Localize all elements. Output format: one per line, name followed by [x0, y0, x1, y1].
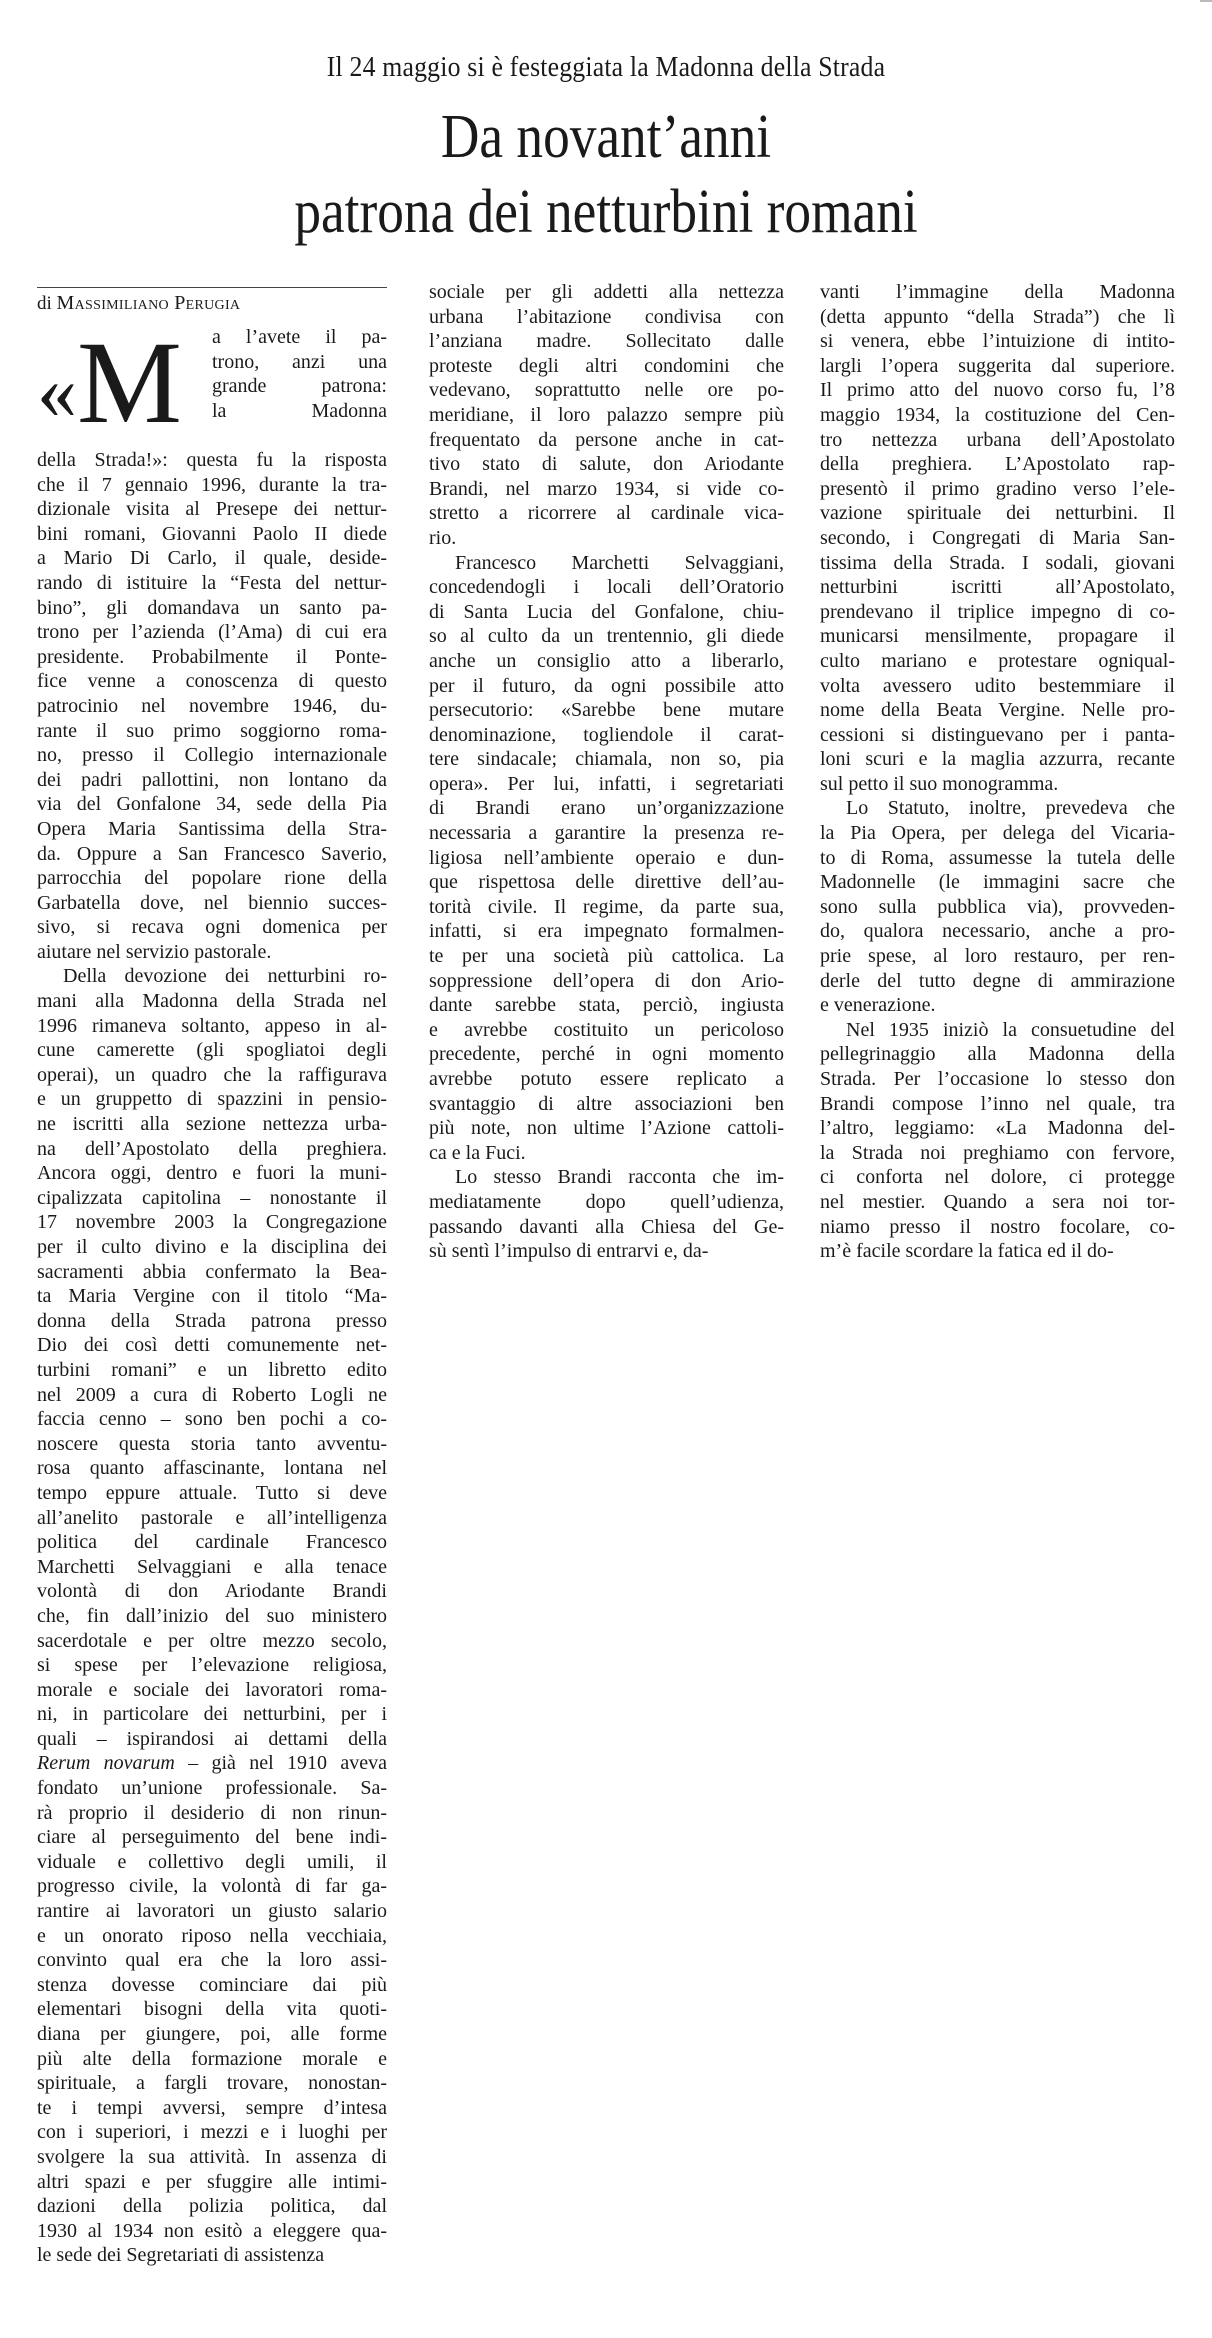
text-line: cune camerette (gli spogliatoi degli — [37, 1039, 387, 1062]
text-line: da. Oppure a San Francesco Saverio, — [37, 842, 387, 865]
text-line: ca e la Fuci. — [429, 1141, 526, 1164]
byline — [37, 292, 240, 315]
text-line: aiutare nel servizio pastorale. — [37, 940, 272, 963]
text-line: vanti l’immagine della Madonna — [820, 281, 1175, 303]
text-line: cipalizzata capitolina – nonostante il — [37, 1186, 387, 1209]
text-line: e un onorato riposo nella vecchiaia, — [37, 1924, 387, 1947]
text-line: dazioni della polizia politica, dal — [37, 2195, 387, 2218]
text-line: infatti, si era impegnato formalmen- — [429, 920, 784, 943]
text-line: fondato un’unione professionale. Sa- — [37, 1777, 387, 1800]
text-line: opera». Per lui, infatti, i segretariati — [429, 772, 784, 795]
text-line: tro nettezza urbana dell’Apostolato — [820, 428, 1175, 451]
text-line: della preghiera. L’Apostolato rap- — [820, 453, 1175, 476]
text-line: largli l’opera suggerita dal superiore. — [820, 354, 1175, 377]
text-line: turbini romani” e un libretto edito — [37, 1358, 387, 1381]
text-line: ne iscritti alla sezione nettezza urba- — [37, 1113, 387, 1136]
text-line: la Madonna — [212, 399, 387, 422]
text-line: di Santa Lucia del Gonfalone, chiu- — [429, 600, 784, 623]
text-line: che il 7 gennaio 1996, durante la tra- — [37, 473, 387, 496]
text-line: vazione spirituale dei netturbini. Il — [820, 502, 1175, 525]
text-line: Marchetti Selvaggiani e alla tenace — [37, 1555, 387, 1578]
text-line: netturbini iscritti all’Apostolato, — [820, 576, 1175, 599]
text-line: tempo eppure attuale. Tutto si deve — [37, 1481, 387, 1504]
text-line: rà proprio il desiderio di non rinun- — [37, 1801, 387, 1824]
text-line: rosa quanto affascinante, lontana nel — [37, 1457, 387, 1480]
text-line: dei padri pallottini, non lontano da — [37, 768, 387, 791]
text-line: avrebbe potuto essere replicato a — [429, 1068, 784, 1090]
article-column-3 — [820, 280, 1175, 1264]
text-line: Dio dei così detti comunemente net- — [37, 1334, 387, 1357]
text-line: meridiane, il loro palazzo sempre più — [429, 403, 784, 426]
text-line: noscere questa storia tanto avventu- — [37, 1432, 387, 1455]
text-line: fice venne a conoscenza di questo — [37, 670, 387, 693]
text-line: sù sentì l’impulso di entrarvi e, da- — [429, 1240, 709, 1263]
column-2-body — [429, 280, 784, 1264]
text-line: rante il suo primo soggiorno roma- — [37, 719, 387, 742]
text-line: loni scuri e la maglia azzurra, recante — [820, 748, 1175, 771]
text-line: parrocchia del popolare rione della — [37, 867, 387, 890]
text-line: vedevano, soprattutto nelle ore po- — [429, 379, 784, 402]
text-line: rantire ai lavoratori un giusto salario — [37, 1900, 387, 1923]
text-line: convinto qual era che la loro assi- — [37, 1949, 387, 1972]
text-line: per il culto divino e la disciplina dei — [37, 1236, 387, 1258]
text-line: Della devozione dei netturbini ro- — [63, 965, 387, 988]
text-line: più alte della formazione morale e — [37, 2047, 387, 2070]
text-line: maggio 1934, la costituzione del Cen- — [820, 403, 1175, 426]
text-line: Garbatella dove, nel biennio succes- — [37, 891, 387, 914]
text-line: donna della Strada patrona presso — [37, 1309, 387, 1332]
text-line: si venera, ebbe l’intuizione di intito- — [820, 330, 1175, 353]
article-headline-line-1: Da novant’anni — [440, 103, 772, 171]
text-line: necessaria a garantire la presenza re- — [429, 822, 784, 845]
article-headline-line-2: patrona dei netturbini romani — [294, 178, 918, 246]
text-line: culto mariano e protestare ogniqual- — [820, 649, 1175, 672]
text-line: bino”, gli domandava un santo pa- — [37, 596, 387, 619]
drop-cap-lines — [212, 325, 387, 423]
text-line: Francesco Marchetti Selvaggiani, — [455, 551, 784, 574]
text-line: che, fin dall’inizio del suo ministero — [37, 1604, 387, 1627]
text-line: secondo, i Congregati di Maria San- — [820, 526, 1175, 549]
drop-cap — [37, 317, 182, 448]
text-line: grande patrona: — [212, 375, 387, 398]
text-line: presentò il primo gradino verso l’ele- — [820, 477, 1175, 500]
text-line: passando davanti alla Chiesa del Ge- — [429, 1215, 784, 1238]
text-line: trono, anzi una — [212, 350, 387, 373]
byline-prefix: di — [37, 293, 52, 314]
text-line: prie spese, al loro restauro, per ren- — [820, 945, 1175, 968]
italic-title: Rerum novarum — [37, 1752, 175, 1775]
text-line: anche un consiglio atto a liberarlo, — [429, 649, 784, 672]
text-line: 17 novembre 2003 la Congregazione — [37, 1211, 387, 1234]
text-line: (detta appunto “della Strada”) che lì — [820, 305, 1175, 328]
byline-divider — [37, 287, 387, 288]
text-line: m’è facile scordare la fatica ed il do- — [820, 1240, 1114, 1263]
column-3-body — [820, 280, 1175, 1264]
drop-cap-letter: M — [77, 317, 182, 448]
text-line: proteste degli altri condomini che — [429, 354, 784, 377]
text-line: Madonnelle (le immagini sacre che — [820, 871, 1175, 894]
article-column-2 — [429, 280, 784, 1264]
text-line: Nel 1935 iniziò la consuetudine del — [846, 1018, 1175, 1041]
text-line: pellegrinaggio alla Madonna della — [820, 1043, 1175, 1066]
text-line: sul petto il suo monogramma. — [820, 772, 1059, 795]
text-line: spirituale, a fargli trovare, nonostan- — [37, 2072, 387, 2095]
text-line: e venerazione. — [820, 994, 936, 1017]
text-line: sivo, si recava ogni domenica per — [37, 916, 387, 939]
text-line: operai), un quadro che la raffigurava — [37, 1063, 387, 1086]
text-line: volontà di don Ariodante Brandi — [37, 1580, 387, 1603]
text-line: Ancora oggi, dentro e fuori la muni- — [37, 1162, 387, 1185]
text-line: Strada. Per l’occasione lo stesso don — [820, 1068, 1175, 1090]
article-kicker: Il 24 maggio si è festeggiata la Madonna della Strada — [326, 52, 886, 83]
text-line: l’altro, leggiamo: «La Madonna del- — [820, 1117, 1175, 1140]
text-line: bini romani, Giovanni Paolo II diede — [37, 522, 387, 545]
text-line: frequentato da persone anche in cat- — [429, 428, 784, 451]
text-line: mediatamente dopo quell’udienza, — [429, 1190, 784, 1213]
page-corner-mark — [1200, 0, 1212, 2]
text-line: patrocinio nel novembre 1946, du- — [37, 694, 387, 717]
text-line: le sede dei Segretariati di assistenza — [37, 2244, 325, 2267]
text-line: ci conforta nel dolore, ci protegge — [820, 1166, 1175, 1189]
drop-cap-block — [37, 317, 387, 448]
text-line: volta avessero udito bestemmiare il — [820, 674, 1175, 697]
text-line: sacerdotale e per oltre mezzo secolo, — [37, 1629, 387, 1652]
text-line: sacramenti abbia confermato la Bea- — [37, 1260, 387, 1283]
text-line: tissima della Strada. I sodali, giovani — [820, 551, 1175, 574]
text-line: Lo Statuto, inoltre, prevedeva che — [846, 797, 1175, 820]
text-line: to di Roma, assumesse la tutela delle — [820, 846, 1175, 869]
text-line: nel 2009 a cura di Roberto Logli ne — [37, 1383, 387, 1406]
text-line: ciare al perseguimento del bene indi- — [37, 1826, 387, 1849]
text-line: rio. — [429, 526, 457, 549]
text-line: rando di istituire la “Festa del nettur- — [37, 571, 387, 594]
text-line: trono per l’azienda (l’Ama) di cui era — [37, 621, 387, 644]
text-line: prendevano il triplice impegno di co- — [820, 600, 1175, 623]
text-line: di Brandi erano un’organizzazione — [429, 797, 784, 820]
text-line: Rerum novarum – già nel 1910 aveva — [37, 1752, 387, 1775]
text-line: Brandi compose l’inno nel quale, tra — [820, 1092, 1175, 1115]
text-line: dizionale visita al Presepe dei nettur- — [37, 498, 387, 521]
text-line: 1996 rimaneva soltanto, appeso in al- — [37, 1014, 387, 1037]
text-line: tivo stato di salute, don Ariodante — [429, 453, 784, 476]
text-line: elementari bisogni della vita quoti- — [37, 1998, 387, 2021]
text-line: stenza dovesse cominciare dai più — [37, 1973, 387, 1996]
text-line: e avrebbe costituito un pericoloso — [429, 1018, 784, 1041]
text-line: nel mestier. Quando a sera noi tor- — [820, 1190, 1175, 1213]
text-line: precedente, perché in ogni momento — [429, 1043, 784, 1066]
text-line: na dell’Apostolato della preghiera. — [37, 1137, 387, 1160]
text-line: cessioni si distinguevano per i panta- — [820, 723, 1175, 746]
text-line: denominazione, togliendole il carat- — [429, 723, 784, 746]
text-line: ligiosa nell’ambiente operaio e dun- — [429, 846, 784, 869]
text-line: all’anelito pastorale e all’intelligenza — [37, 1506, 387, 1529]
text-line: progresso civile, la volontà di far ga- — [37, 1875, 387, 1898]
text-line: te per una società più cattolica. La — [429, 945, 784, 968]
text-line: presidente. Probabilmente il Ponte- — [37, 645, 387, 668]
text-line: niamo presso il nostro focolare, co- — [820, 1215, 1175, 1238]
text-line: urbana l’abitazione condivisa con — [429, 305, 784, 328]
text-line: soppressione dell’opera di don Ario- — [429, 969, 784, 992]
text-line: sociale per gli addetti alla nettezza — [429, 281, 784, 303]
text-line: Opera Maria Santissima della Stra- — [37, 817, 387, 840]
text-line: torità civile. Il regime, da parte sua, — [429, 895, 784, 918]
text-line: la Strada noi preghiamo con fervore, — [820, 1141, 1175, 1164]
byline-author: Massimiliano Perugia — [56, 292, 241, 314]
text-line: derle del tutto degne di ammirazione — [820, 969, 1175, 992]
text-line: do, qualora necessario, anche a pro- — [820, 920, 1175, 943]
text-line: della Strada!»: questa fu la risposta — [37, 449, 387, 471]
text-line: te i tempi avversi, sempre d’intesa — [37, 2096, 387, 2119]
text-line: tere sindacale; chiamala, non so, pia — [429, 748, 784, 771]
text-line: politica del cardinale Francesco — [37, 1531, 387, 1554]
text-line: viduale e collettivo degli umili, il — [37, 1850, 387, 1873]
text-line: no, presso il Collegio internazionale — [37, 744, 387, 767]
text-line: morale e sociale dei lavoratori roma- — [37, 1678, 387, 1701]
text-line: sono sulla pubblica via), provveden- — [820, 895, 1175, 918]
text-line: concedendogli i locali dell’Oratorio — [429, 576, 784, 599]
text-line: si spese per l’elevazione religiosa, — [37, 1654, 387, 1677]
text-line: altri spazi e per sfuggire alle intimi- — [37, 2170, 387, 2193]
text-line: svantaggio di altre associazioni ben — [429, 1092, 784, 1115]
text-line: nome della Beata Vergine. Nelle pro- — [820, 699, 1175, 722]
text-line: a Mario Di Carlo, il quale, deside- — [37, 547, 387, 570]
text-line: ni, in particolare dei netturbini, per i — [37, 1703, 387, 1726]
column-1-body — [37, 448, 387, 2268]
text-line: municarsi mensilmente, propagare il — [820, 625, 1175, 648]
text-line: quali – ispirandosi ai dettami della — [37, 1727, 387, 1750]
text-line: dante sarebbe stata, perciò, ingiusta — [429, 994, 784, 1017]
text-line: 1930 al 1934 non esitò a eleggere qua- — [37, 2219, 387, 2242]
text-line: Lo stesso Brandi racconta che im- — [455, 1166, 784, 1189]
text-line: con i superiori, i mezzi e i luoghi per — [37, 2121, 387, 2144]
text-line: l’anziana madre. Sollecitato dalle — [429, 330, 784, 353]
text-line: la Pia Opera, per delega del Vicaria- — [820, 822, 1175, 845]
text-line: ta Maria Vergine con il titolo “Ma- — [37, 1285, 387, 1308]
text-line: a l’avete il pa- — [212, 326, 387, 348]
text-line: e un gruppetto di spazzini in pensio- — [37, 1088, 387, 1111]
text-line: que rispettosa delle direttive dell’au- — [429, 871, 784, 894]
text-line: mani alla Madonna della Strada nel — [37, 990, 387, 1013]
text-line: diana per giungere, poi, alle forme — [37, 2023, 387, 2045]
text-line: svolgere la sua attività. In assenza di — [37, 2145, 387, 2168]
text-line: per il futuro, da ogni possibile atto — [429, 674, 784, 697]
text-line: faccia cenno – sono ben pochi a co- — [37, 1408, 387, 1431]
text-line: Il primo atto del nuovo corso fu, l’8 — [820, 379, 1175, 402]
text-line: più note, non ultime l’Azione cattoli- — [429, 1117, 784, 1140]
text-line: persecutorio: «Sarebbe bene mutare — [429, 699, 784, 722]
text-line: Brandi, nel marzo 1934, si vide co- — [429, 477, 784, 500]
text-line: via del Gonfalone 34, sede della Pia — [37, 793, 387, 816]
article-column-1 — [37, 317, 387, 2268]
text-line: so al culto da un trentennio, gli diede — [429, 625, 784, 648]
drop-cap-quote: « — [37, 348, 77, 436]
text-line: stretto a ricorrere al cardinale vica- — [429, 502, 784, 525]
